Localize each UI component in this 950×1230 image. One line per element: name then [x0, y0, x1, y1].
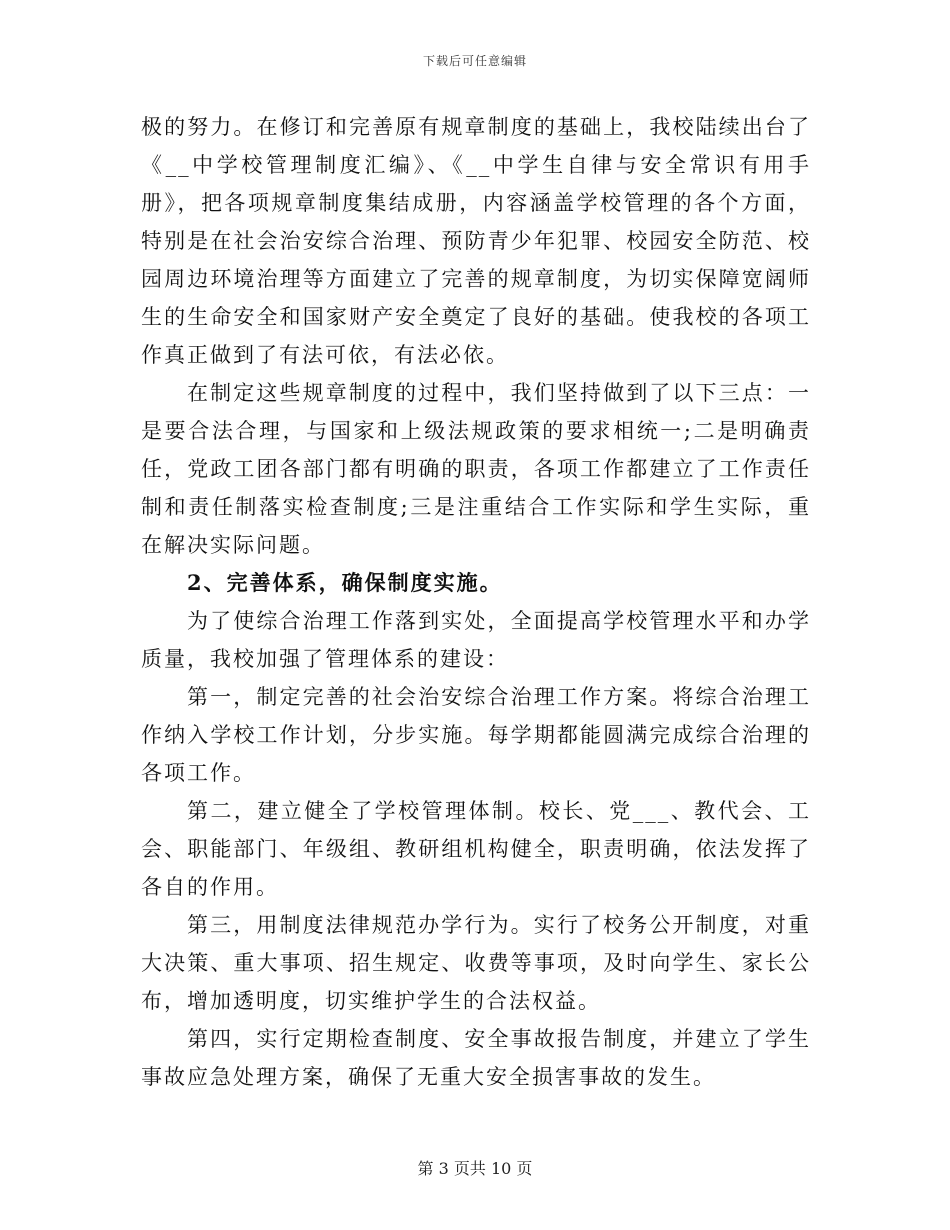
paragraph-three-principles: 在制定这些规章制度的过程中，我们坚持做到了以下三点：一是要合法合理，与国家和上级法规政策的要求相统一;二是明确责任，党政工团各部门都有明确的职责，各项工作都建立了工作责任制和责任制落实检查制度;三是注重结合工作实际和学生实际，重在解决实际问题。 [141, 381, 811, 557]
page-header: 下载后可任意编辑 [422, 54, 527, 68]
document-body [141, 108, 811, 1096]
paragraph-system-intro: 为了使综合治理工作落到实处，全面提高学校管理水平和办学质量，我校加强了管理体系的建设： [141, 609, 811, 671]
section-heading: 2、完善体系，确保制度实施。 [187, 570, 503, 595]
paragraph-item-fourth: 第四，实行定期检查制度、安全事故报告制度，并建立了学生事故应急处理方案，确保了无重大安全损害事故的发生。 [141, 1027, 811, 1089]
paragraph-item-third: 第三，用制度法律规范办学行为。实行了校务公开制度，对重大决策、重大事项、招生规定、收费等事项，及时向学生、家长公布，增加透明度，切实维护学生的合法权益。 [141, 913, 811, 1013]
paragraph-regulations-intro: 极的努力。在修订和完善原有规章制度的基础上，我校陆续出台了《__中学校管理制度汇编》、《__中学生自律与安全常识有用手册》，把各项规章制度集结成册，内容涵盖学校管理的各个方面，特别是在社会治安综合治理、预防青少年犯罪、校园安全防范、校园周边环境治理等方面建立了完善的规章制度，为切实保障宽阔师生的生命安全和国家财产安全奠定了良好的基础。使我校的各项工作真正做到了有法可依，有法必依。 [141, 115, 811, 367]
page-number: 第 3 页共 10 页 [417, 1159, 533, 1178]
paragraph-item-second: 第二，建立健全了学校管理体制。校长、党___、教代会、工会、职能部门、年级组、教研组机构健全，职责明确，依法发挥了各自的作用。 [141, 799, 811, 899]
paragraph-item-first: 第一，制定完善的社会治安综合治理工作方案。将综合治理工作纳入学校工作计划，分步实施。每学期都能圆满完成综合治理的各项工作。 [141, 685, 811, 785]
